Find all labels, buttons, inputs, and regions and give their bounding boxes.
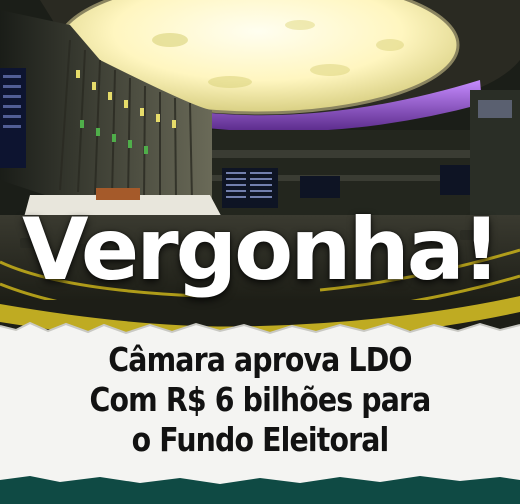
caption-line-1: Câmara aprova LDO (108, 340, 412, 379)
caption (0, 340, 520, 460)
headline: Vergonha! (22, 200, 498, 300)
caption-line-2: Com R$ 6 bilhões para (89, 380, 431, 419)
caption-line-3: o Fundo Eleitoral (131, 420, 389, 459)
